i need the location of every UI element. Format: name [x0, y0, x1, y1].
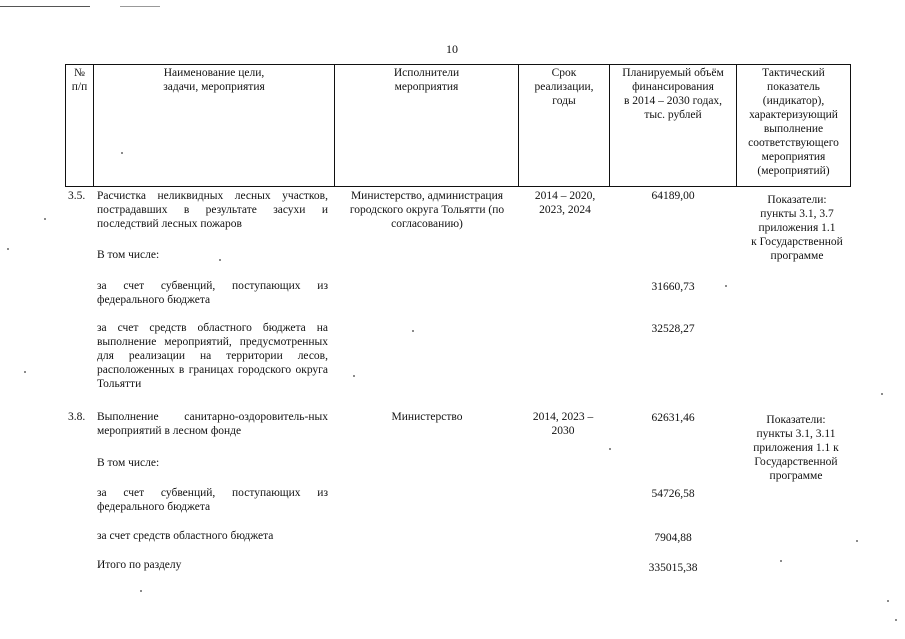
- subitem-name: за счет средств областного бюджета: [97, 530, 274, 542]
- row-funding: 62631,46: [651, 412, 695, 424]
- page-number: 10: [446, 42, 458, 56]
- header-indicator: Тактический показатель (индикатор), характеризующий выполнение соответствующего мероприятия (мероприятий): [748, 67, 839, 177]
- header-name: Наименование цели, задачи, мероприятия: [163, 67, 265, 93]
- scan-speck: [121, 152, 123, 154]
- row-indicator: Показатели: пункты 3.1, 3.7 приложения 1.1 к Государственной программе: [751, 194, 843, 262]
- header-period: Срок реализации, годы: [534, 67, 594, 107]
- header-funding: Планируемый объём финансирования в 2014 – 2030 годах, тыс. рублей: [622, 67, 724, 121]
- row-indicator: Показатели: пункты 3.1, 3.11 приложения 1.1 к Государственной программе: [753, 414, 839, 482]
- row-executors: Министерство, администрация городского округа Тольятти (по согласованию): [349, 190, 505, 230]
- row-executors: Министерство: [391, 411, 463, 423]
- scan-speck: [353, 375, 355, 377]
- subitem-name: за счет субвенций, поступающих из федерального бюджета: [97, 487, 328, 513]
- scan-speck: [856, 540, 858, 542]
- scan-speck: [780, 560, 782, 562]
- scan-speck: [725, 285, 727, 287]
- total-funding: 335015,38: [648, 562, 698, 574]
- table-right-border: [850, 64, 851, 187]
- header-bottom-border: [65, 186, 850, 187]
- scan-speck: [412, 330, 414, 332]
- row-name: Выполнение санитарно-оздоровитель-ных мероприятий в лесном фонде: [97, 411, 328, 437]
- header-executors: Исполнители мероприятия: [393, 67, 460, 93]
- scan-speck: [44, 218, 46, 220]
- row-period: 2014 – 2020, 2023, 2024: [534, 190, 596, 216]
- scan-speck: [24, 371, 26, 373]
- scan-speck: [609, 448, 611, 450]
- subitem-name: за счет средств областного бюджета на выполнение мероприятий, предусмотренных для реализации на территории лесов, расположенных в границах городского округа Тольятти: [97, 322, 328, 390]
- row-name: Расчистка неликвидных лесных участков, пострадавших в результате засухи и последствий лесных пожаров: [97, 190, 328, 230]
- scan-speck: [887, 600, 889, 602]
- scan-speck: [219, 259, 221, 261]
- scan-speck: [7, 248, 9, 250]
- subitem-funding: 32528,27: [651, 323, 695, 335]
- scan-speck: [140, 590, 142, 592]
- scan-speck: [881, 393, 883, 395]
- scan-speck: [895, 619, 897, 621]
- subitem-funding: 31660,73: [651, 281, 695, 293]
- including-label: В том числе:: [97, 457, 160, 469]
- subitem-funding: 54726,58: [651, 488, 695, 500]
- subitem-name: за счет субвенций, поступающих из федерального бюджета: [97, 280, 328, 306]
- row-number: 3.8.: [68, 411, 86, 423]
- table-top-border: [65, 64, 850, 65]
- including-label: В том числе:: [97, 249, 160, 261]
- row-period: 2014, 2023 – 2030: [532, 411, 594, 437]
- row-funding: 64189,00: [651, 190, 695, 202]
- row-number: 3.5.: [68, 190, 86, 202]
- total-label: Итого по разделу: [97, 559, 182, 571]
- header-num: № п/п: [71, 67, 88, 93]
- subitem-funding: 7904,88: [654, 532, 692, 544]
